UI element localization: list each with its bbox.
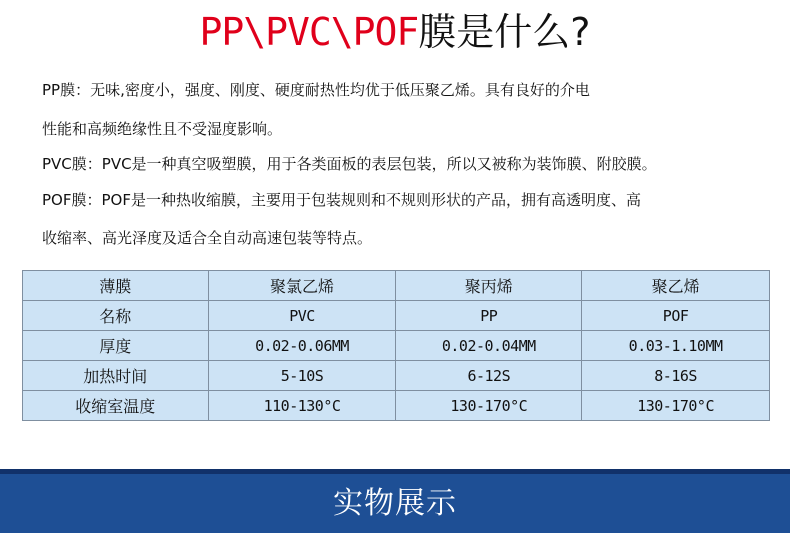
table-cell: 0.02-0.06MM (208, 331, 396, 361)
table-cell: 8-16S (582, 361, 770, 391)
table-header-cell: 薄膜 (23, 271, 209, 301)
row-label-cell: 名称 (23, 301, 209, 331)
table-cell: 0.02-0.04MM (396, 331, 582, 361)
page-title (0, 8, 790, 56)
table-cell: 130-170°C (396, 391, 582, 421)
table-cell: 130-170°C (582, 391, 770, 421)
pvc-description: PVC膜：PVC是一种真空吸塑膜，用于各类面板的表层包装，所以又被称为装饰膜、附胶膜。 (42, 155, 657, 173)
pof-description-line-2: 收缩率、高光泽度及适合全自动高速包装等特点。 (42, 229, 373, 247)
page-title-question: 膜是什么? (418, 10, 591, 54)
row-label-cell: 加热时间 (23, 361, 209, 391)
table-cell: PVC (208, 301, 396, 331)
table-row (23, 301, 770, 331)
row-label-cell: 厚度 (23, 331, 209, 361)
table-header-row (23, 271, 770, 301)
section-banner (0, 469, 790, 533)
pof-description-line-1: POF膜：POF是一种热收缩膜，主要用于包装规则和不规则形状的产品，拥有高透明度、高 (42, 191, 641, 209)
table-header-cell: 聚丙烯 (396, 271, 582, 301)
pp-description-line-1: PP膜：无味,密度小，强度、刚度、硬度耐热性均优于低压聚乙烯。具有良好的介电 (42, 81, 590, 99)
table-row (23, 391, 770, 421)
table-header-cell: 聚乙烯 (582, 271, 770, 301)
table-cell: 6-12S (396, 361, 582, 391)
page-title-formats: PP\PVC\POF (199, 10, 419, 54)
table-cell: 110-130°C (208, 391, 396, 421)
film-comparison-table (22, 270, 770, 421)
table-cell: POF (582, 301, 770, 331)
table-cell: 0.03-1.10MM (582, 331, 770, 361)
table-cell: 5-10S (208, 361, 396, 391)
table-cell: PP (396, 301, 582, 331)
table-row (23, 331, 770, 361)
table-row (23, 361, 770, 391)
section-banner-title: 实物展示 (333, 486, 457, 521)
pp-description-line-2: 性能和高频绝缘性且不受湿度影响。 (42, 120, 283, 138)
row-label-cell: 收缩室温度 (23, 391, 209, 421)
table-header-cell: 聚氯乙烯 (208, 271, 396, 301)
